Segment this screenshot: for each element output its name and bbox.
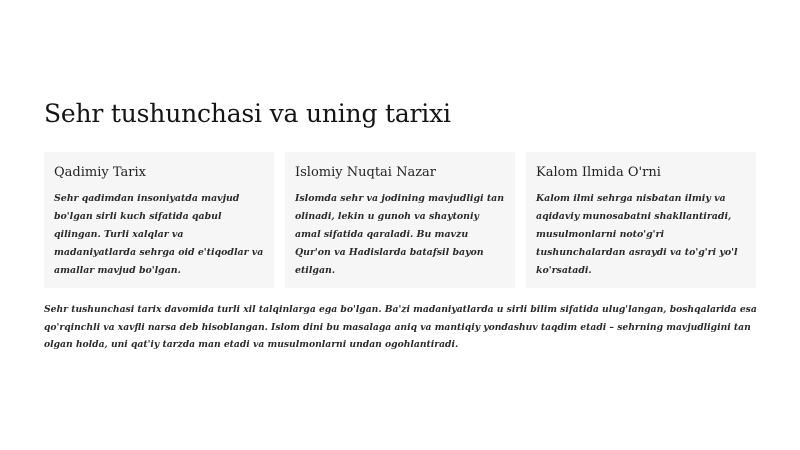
card-ancient-history — [44, 152, 274, 288]
cards-row — [44, 152, 756, 288]
card-islamic-view — [285, 152, 515, 288]
card-kalam-role — [526, 152, 756, 288]
page-title: Sehr tushunchasi va uning tarixi — [44, 99, 451, 128]
card-title: Qadimiy Tarix — [54, 165, 146, 180]
card-title: Islomiy Nuqtai Nazar — [295, 165, 437, 180]
card-text: Sehr qadimdan insoniyatda mavjud bo'lgan sirli kuch sifatida qabul qilingan. Turli xalqlar va madaniyatlarda sehrga oid e'tiqodlar va amallar mavjud bo'lgan. — [54, 193, 264, 276]
summary-paragraph: Sehr tushunchasi tarix davomida turli xil talqinlarga ega bo'lgan. Ba'zi madaniyatlarda u sirli bilim sifatida ulug'langan, boshqalarida esa qo'rqinchli va xavfli narsa deb hisoblangan. Islom dini bu masalaga aniq va mantiqiy yondashuv taqdim etadi – sehrning mavjudligini tan olgan holda, uni qat'iy tarzda man etadi va musulmonlarni undan ogohlantiradi. — [44, 304, 757, 350]
card-text: Islomda sehr va jodining mavjudligi tan olinadi, lekin u gunoh va shaytoniy amal sifatida qaraladi. Bu mavzu Qur'on va Hadislarda batafsil bayon etilgan. — [295, 193, 505, 276]
card-text: Kalom ilmi sehrga nisbatan ilmiy va aqidaviy munosabatni shakllantiradi, musulmonlarni noto'g'ri tushunchalardan asraydi va to'g'ri yo'l ko'rsatadi. — [536, 193, 738, 276]
card-title: Kalom Ilmida O'rni — [536, 165, 661, 180]
